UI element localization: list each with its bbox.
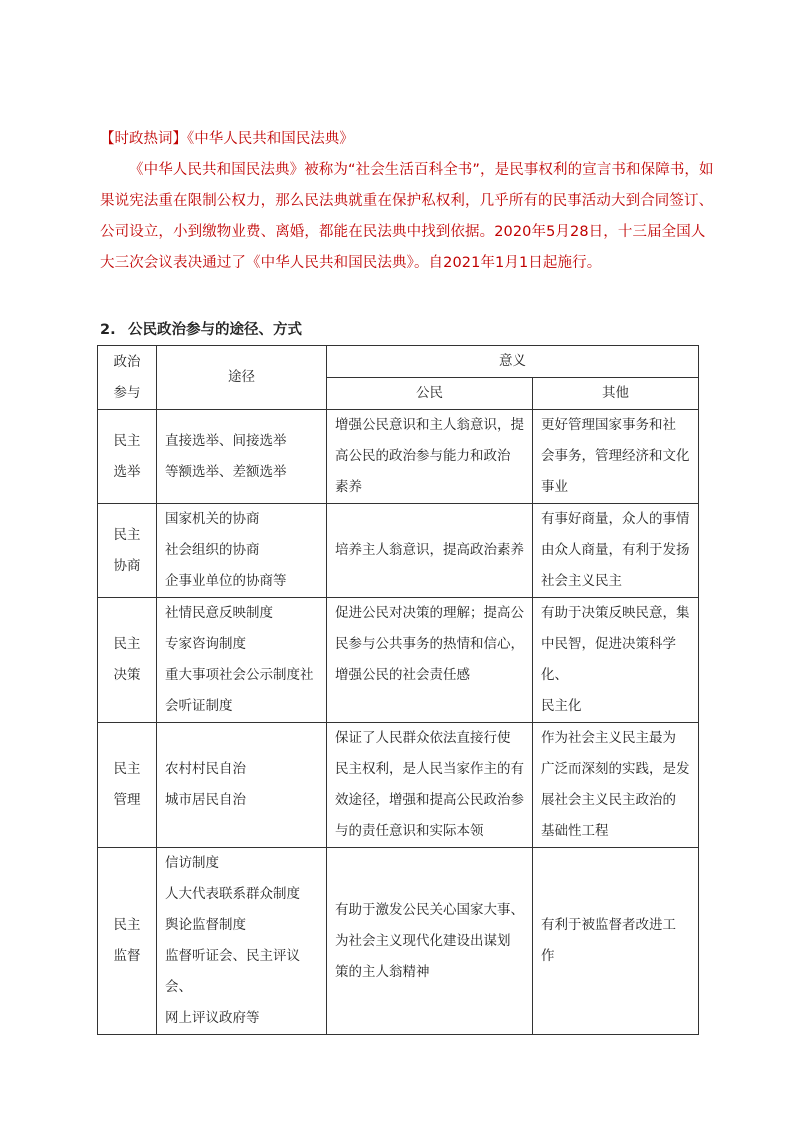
section-title — [100, 318, 302, 342]
other-line: 有利于被监督者改进工 — [541, 917, 676, 933]
section-title-text: 公民政治参与的途径、方式 — [128, 322, 302, 338]
citizen-line: 素养 — [335, 479, 362, 495]
citizen-line: 增强公民的社会责任感 — [335, 667, 470, 683]
row-name — [98, 504, 157, 598]
row-name-line: 民主 — [113, 432, 141, 449]
row-name-line: 选举 — [113, 463, 141, 480]
route-line: 会听证制度 — [165, 698, 233, 714]
other-cell — [533, 848, 699, 1035]
citizen-line: 培养主人翁意识，提高政治素养 — [335, 542, 524, 558]
route-cell — [157, 723, 327, 848]
route-cell — [157, 504, 327, 598]
section-number: 2. — [100, 322, 116, 338]
route-line: 信访制度 — [165, 855, 219, 871]
row-name-line: 决策 — [113, 667, 141, 683]
row-name-line: 民主 — [113, 636, 141, 652]
citizen-cell — [327, 410, 533, 504]
route-cell — [157, 598, 327, 723]
citizen-line: 有助于激发公民关心国家大事、 — [335, 901, 524, 918]
route-line: 等额选举、差额选举 — [165, 463, 287, 480]
route-line: 直接选举、间接选举 — [165, 432, 287, 449]
other-line: 有事好商量，众人的事情 — [541, 511, 690, 527]
other-cell — [533, 504, 699, 598]
other-line: 作为社会主义民主最为 — [541, 730, 676, 746]
citizen-cell — [327, 723, 533, 848]
row-name-line: 监督 — [113, 948, 141, 964]
header-significance: 意义 — [327, 346, 699, 378]
other-line: 会事务，管理经济和文化 — [541, 448, 690, 464]
row-name-line: 管理 — [113, 792, 141, 808]
citizen-line: 民参与公共事务的热情和信心， — [335, 636, 524, 652]
other-line: 事业 — [541, 479, 568, 495]
header-other: 其他 — [533, 378, 699, 410]
row-name — [98, 598, 157, 723]
other-line: 民主化 — [541, 698, 582, 714]
other-cell — [533, 410, 699, 504]
row-name-line: 民主 — [113, 761, 141, 777]
citizen-line: 高公民的政治参与能力和政治 — [335, 448, 511, 464]
route-cell — [157, 848, 327, 1035]
citizen-line: 为社会主义现代化建设出谋划 — [335, 932, 511, 949]
other-cell — [533, 598, 699, 723]
row-name — [98, 723, 157, 848]
other-line: 广泛而深刻的实践，是发 — [541, 761, 690, 777]
header-participation-line: 参与 — [113, 384, 141, 401]
other-cell — [533, 723, 699, 848]
route-line: 重大事项社会公示制度社 — [165, 667, 314, 683]
other-line: 基础性工程 — [541, 823, 609, 839]
other-line: 作 — [541, 948, 555, 964]
citizen-cell — [327, 504, 533, 598]
route-cell — [157, 410, 327, 504]
row-name — [98, 848, 157, 1035]
route-line: 人大代表联系群众制度 — [165, 886, 300, 902]
table-header-row-1 — [98, 346, 699, 378]
route-line: 舆论监督制度 — [165, 917, 246, 933]
citizen-line: 促进公民对决策的理解；提高公 — [335, 605, 524, 621]
route-line: 监督听证会、民主评议会、 — [165, 948, 300, 995]
citizen-line: 增强公民意识和主人翁意识，提 — [335, 417, 524, 433]
table-row — [98, 410, 699, 504]
table-row — [98, 598, 699, 723]
route-line: 网上评议政府等 — [165, 1010, 260, 1026]
route-line: 社会组织的协商 — [165, 542, 260, 558]
citizen-cell — [327, 598, 533, 723]
other-line: 中民智，促进决策科学化、 — [541, 636, 676, 683]
other-line: 社会主义民主 — [541, 573, 622, 589]
route-line: 农村村民自治 — [165, 761, 246, 777]
table-row — [98, 504, 699, 598]
row-name-line: 民主 — [113, 526, 141, 543]
other-line: 展社会主义民主政治的 — [541, 792, 676, 808]
header-citizen: 公民 — [327, 378, 533, 410]
other-line: 有助于决策反映民意，集 — [541, 605, 690, 621]
route-line: 社情民意反映制度 — [165, 605, 273, 621]
participation-table — [97, 345, 699, 1035]
row-name-line: 民主 — [113, 917, 141, 933]
table-row — [98, 848, 699, 1035]
route-line: 企事业单位的协商等 — [165, 573, 287, 589]
hot-topic-body: 《中华人民共和国民法典》被称为“社会生活百科全书”，是民事权利的宣言书和保障书，如果说宪法重在限制公权力，那么民法典就重在保护私权利，几乎所有的民事活动大到合同签订、公司设立，小到缴物业费、离婚，都能在民法典中找到依据。2020年5月28日，十三届全国人大三次会议表决通过了《中华人民共和国民法典》。自2021年1月1日起施行。 — [100, 162, 714, 271]
hot-topic-title: 【时政热词】《中华人民共和国民法典》 — [100, 131, 354, 147]
hot-topic-block — [100, 124, 720, 279]
table-row — [98, 723, 699, 848]
route-line: 国家机关的协商 — [165, 511, 260, 527]
header-participation-line: 政治 — [113, 353, 141, 370]
row-name — [98, 410, 157, 504]
citizen-line: 策的主人翁精神 — [335, 963, 430, 980]
other-line: 由众人商量，有利于发扬 — [541, 542, 690, 558]
other-line: 更好管理国家事务和社 — [541, 417, 676, 433]
citizen-line: 效途径，增强和提高公民政治参 — [335, 792, 524, 808]
header-route: 途径 — [157, 346, 327, 410]
citizen-cell — [327, 848, 533, 1035]
route-line: 专家咨询制度 — [165, 636, 246, 652]
row-name-line: 协商 — [113, 557, 141, 574]
citizen-line: 与的责任意识和实际本领 — [335, 823, 484, 839]
citizen-line: 保证了人民群众依法直接行使 — [335, 730, 511, 746]
route-line: 城市居民自治 — [165, 792, 246, 808]
citizen-line: 民主权利，是人民当家作主的有 — [335, 761, 524, 777]
header-participation — [98, 346, 157, 410]
